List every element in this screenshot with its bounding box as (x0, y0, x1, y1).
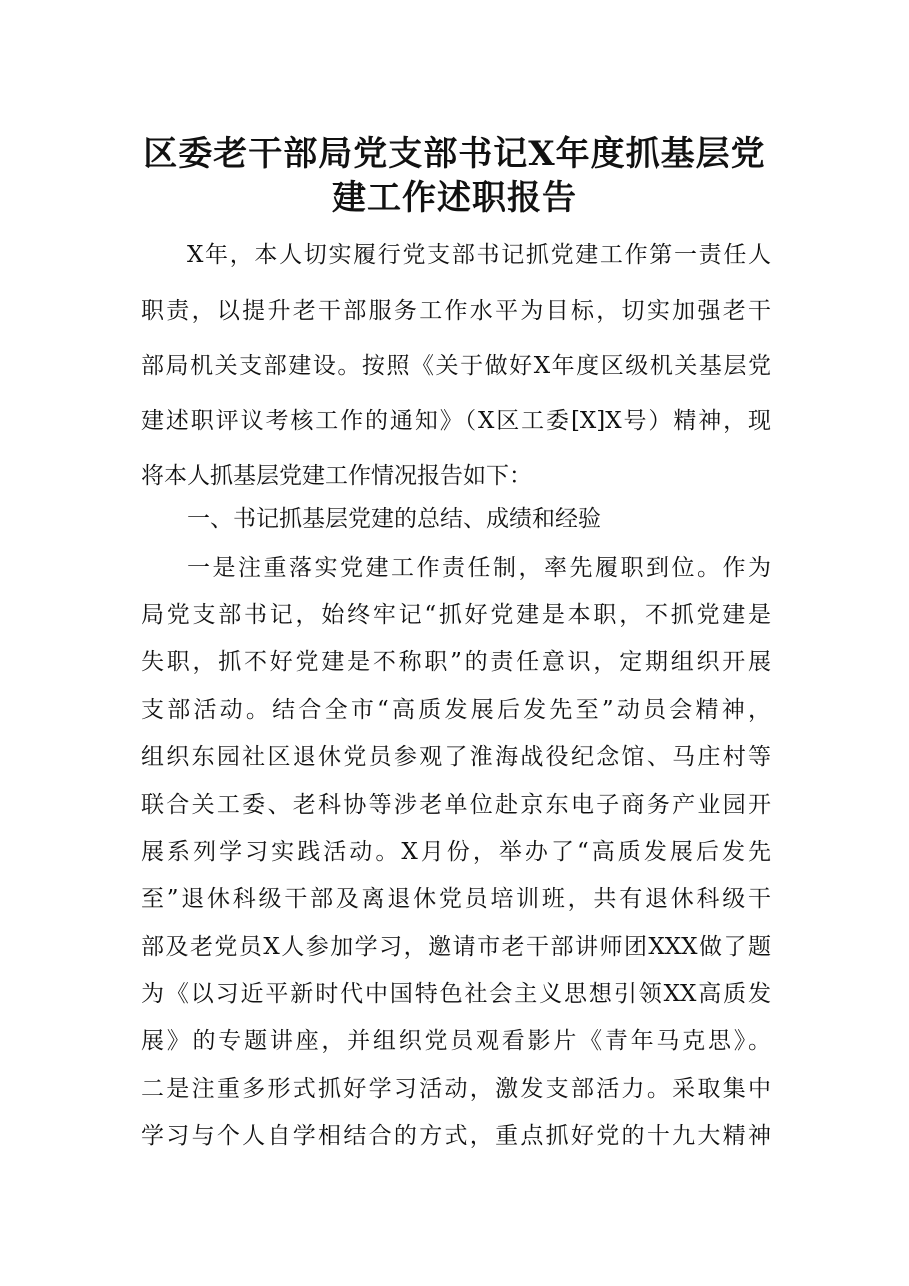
body-line: 一是注重落实党建工作责任制，率先履职到位。作为 (187, 555, 771, 581)
body-line: 展》的专题讲座，并组织党员观看影片《青年马克思》。 (141, 1028, 771, 1054)
document-title-line-2: 建工作述职报告 (332, 178, 577, 218)
body-line: X年，本人切实履行党支部书记抓党建工作第一责任人 (187, 242, 771, 268)
body-line: 二是注重多形式抓好学习活动，激发支部活力。采取集中 (141, 1076, 771, 1102)
body-line: 局党支部书记，始终牢记“抓好党建是本职，不抓党建是 (141, 602, 771, 628)
body-line: 部及老党员X人参加学习，邀请市老干部讲师团XXX做了题 (141, 934, 771, 960)
body-line: 支部活动。结合全市“高质发展后发先至”动员会精神， (141, 697, 771, 723)
body-line: 失职，抓不好党建是不称职”的责任意识，定期组织开展 (141, 649, 771, 675)
body-line: 将本人抓基层党建工作情况报告如下： (141, 463, 532, 489)
document-title-line-1: 区委老干部局党支部书记X年度抓基层党 (143, 134, 766, 174)
body-line: 学习与个人自学相结合的方式，重点抓好党的十九大精神 (141, 1123, 771, 1149)
body-line: 组织东园社区退休党员参观了淮海战役纪念馆、马庄村等 (141, 744, 771, 770)
body-line: 联合关工委、老科协等涉老单位赴京东电子商务产业园开 (141, 792, 771, 818)
body-line: 部局机关支部建设。按照《关于做好X年度区级机关基层党 (141, 353, 771, 379)
body-line: 为《以习近平新时代中国特色社会主义思想引领XX高质发 (141, 981, 771, 1007)
body-line: 至”退休科级干部及离退休党员培训班，共有退休科级干 (141, 886, 771, 912)
body-line: 职责，以提升老干部服务工作水平为目标，切实加强老干 (141, 298, 771, 324)
section-heading: 一、书记抓基层党建的总结、成绩和经验 (187, 506, 601, 532)
body-line: 展系列学习实践活动。X月份，举办了“高质发展后发先 (141, 839, 771, 865)
body-line: 建述职评议考核工作的通知》（X区工委[X]X号）精神，现 (141, 408, 771, 434)
